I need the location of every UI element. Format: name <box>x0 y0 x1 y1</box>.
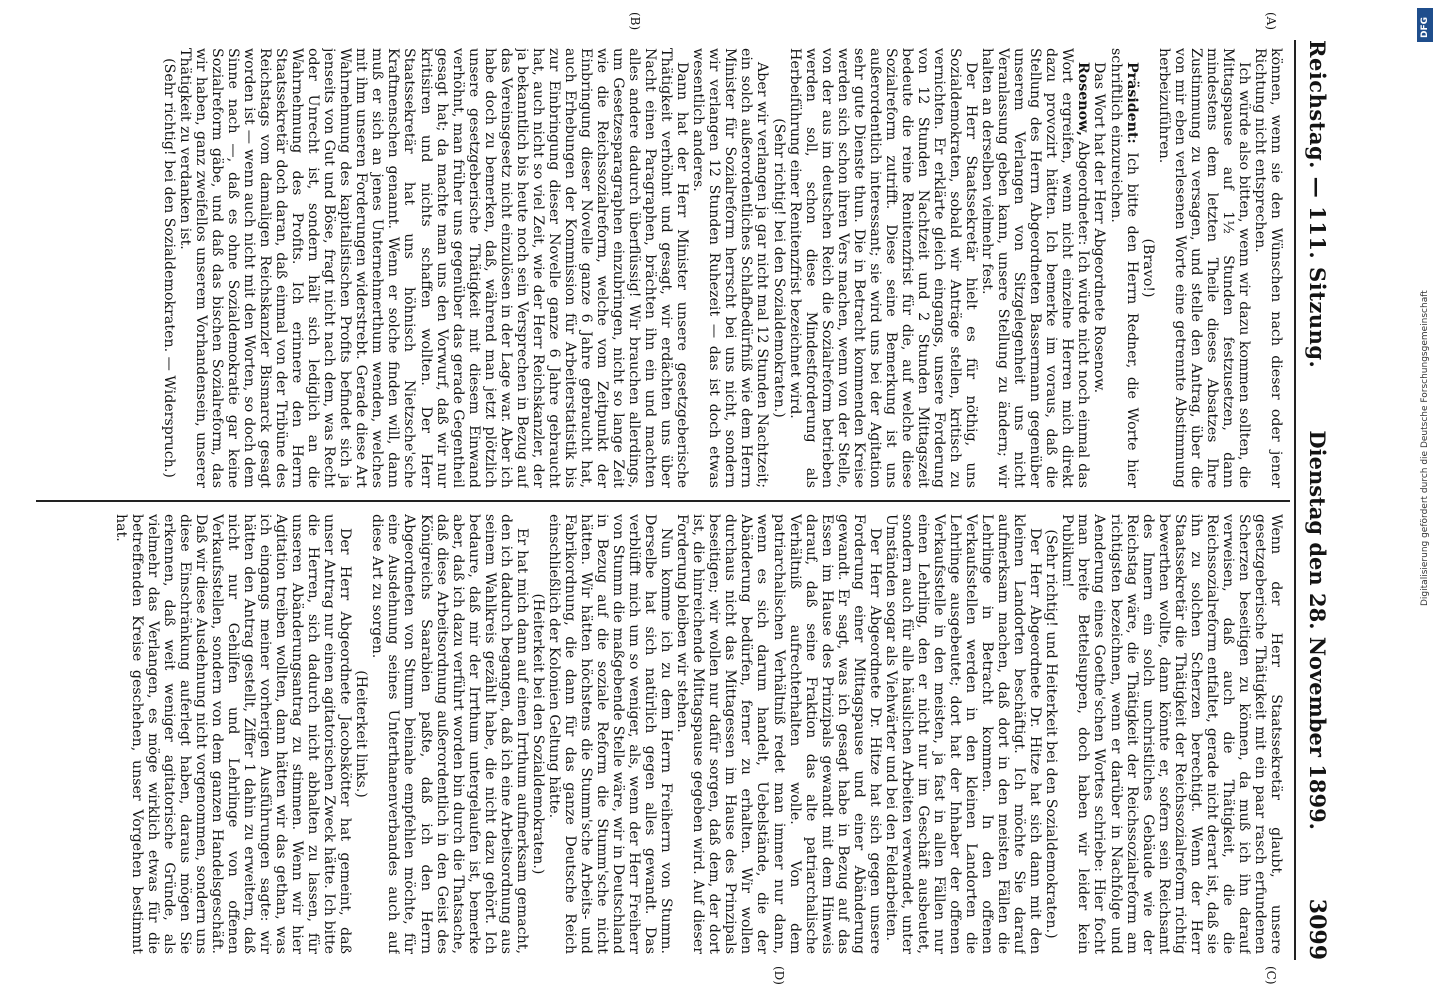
interjection: (Heiterkeit bei den Sozialdemokraten.) <box>529 593 546 875</box>
paragraph: Der Herr Abgeordnete Dr. Hitze hat sich dann mit den kleinen Landorten beschäftigt. Ich möchte Sie darauf aufmerksam machen, daß dort in den meisten Fällen die Lehrlinge in Betracht kommen. In den offenen Verkaufsstellen werden in den kleinen Landorten die Lehrlinge ausgebeutet; dort hat der Inhaber der offenen Verkaufsstelle in den meisten, ja fast in allen Fällen nur einen Lehrling, den er nicht nur im Geschäft ausbeutet, sondern auch für alle häuslichen Arbeiten verwendet, unter Umständen sogar als Viehwärter und bei den Feldarbeiten. <box>882 514 1044 954</box>
paragraph: Der Herr Abgeordnete Jacobskötter hat gemeint, daß unser Antrag nur einen agitatorischen Zweck hätte. Ich bitte die Herren, sich dadurch nicht abhalten zu lassen, für unseren Abänderungsantrag zu stimmen. Wenn wir hier Agitation treiben wollten, dann hätten wir das gethan, was ich eingangs meiner vorherigen Ausführungen sagte: wir hätten den Antrag gestellt, Ziffer 1 dahin zu erweitern, daß nicht nur Gehilfen und Lehrlinge von offenen Verkaufsstellen, sondern von dem ganzen Handelsgeschäft. Daß wir diese Ausdehnung nicht vorgenommen, sondern uns diese Einschränkung auferlegt haben, daraus mögen Sie erkennen, daß weit weniger agitatorische Gründe, als vielmehr das Verlangen, es möge wirklich etwas für die betreffenden Kreise geschehen, unser Vorgehen bestimmt hat. <box>112 514 354 954</box>
interjection: (Sehr richtig! und Heiterkeit bei den Sozialdemokraten.) <box>1043 529 1060 939</box>
interjection: (Heiterkeit links.) <box>353 670 370 798</box>
paragraph: Ich würde also bitten, wenn wir dazu kommen sollten, die Mittagspause auf 1½ Stunden festzusetzen, dann mindestens dem letzten Theile dieses Absatzes Ihre Zustimmung zu versagen, und stelle den Antrag, über die von mir eben verlesenen Worte eine getrennte Abstimmung herbeizuführen. <box>1155 48 1252 488</box>
paragraph: können, wenn sie den Wünschen nach dieser oder jener Richtung nicht entsprechen. <box>1251 48 1284 488</box>
paragraph: Er hat mich dann auf einen Irrthum aufmerksam gemacht, den ich dadurch begangen, daß ich eine Arbeitsordnung aus seinem Wahlkreis gezählt habe, die nicht dazu gehört. Ich bedaure, daß mir der Irrthum untergelaufen ist, bemerke aber, daß ich dazu verführt worden bin durch die Thatsache, daß diese Arbeitsordnung außerordentlich in den Geist des Königreichs Saarabien paßte, daß ich den Herrn Abgeordneten von Stumm beinahe empfehlen möchte, für eine Ausdehnung seines Unterthanenverbandes auch auf diese Art zu sorgen. <box>369 514 530 954</box>
paragraph: Präsident: Ich bitte den Herrn Redner, die Worte hier schriftlich einzureichen. <box>1107 48 1140 488</box>
paragraph: Rosenow, Abgeordneter: Ich würde nicht noch einmal das Wort ergreifen, wenn nicht einzelne Herren mich direkt dazu provozirt hätten. Ich bemerke im voraus, daß die Stellung des Herrn Abgeordneten Bassermann gegenüber unserem Verlangen von Sitzgelegenheit uns nicht Veranlassung geben kann, unsere Stellung zu ändern; wir halten an derselben vielmehr fest. <box>979 48 1092 488</box>
dfg-logo-text: DFG <box>1420 16 1430 38</box>
margin-marker-a: (A) <box>1264 12 1278 31</box>
interjection: (Sehr richtig! bei den Sozialdemokraten.) <box>770 118 787 418</box>
margin-marker-c: (C) <box>1264 966 1278 985</box>
margin-marker-b: (B) <box>628 12 642 31</box>
header-session: Reichstag. — 111. Sitzung. <box>1305 40 1330 369</box>
interjection: (Sehr richtig! bei den Sozialdemokraten. — Widerspruch.) <box>160 58 177 478</box>
paragraph: Das Wort hat der Herr Abgeordnete Rosenow. <box>1091 62 1108 394</box>
paragraph: Wenn der Herr Staatssekretär glaubt, unsere gesetzgeberische Thätigkeit mit ein paar rasch erfundenen Scherzen beseitigen zu können, da muß ich ihn darauf verweisen, daß auch die Thätigkeit, die die Reichssozialreform entfaltet, gerade nicht derart ist, daß sie ihn zu solchen Scherzen berechtigt. Wenn der Herr Staatssekretär die Thätigkeit der Reichssozialreform richtig bewerthen wollte, dann könnte er, sofern sein Reichsamt des Innern ein solch unchristliches Gebäude wie der Reichstag wäre, die Thätigkeit der Reichssozialreform am richtigsten bezeichnen, wenn er darüber in Nachfolge und Aenderung eines Goethe'schen Wortes schriebe: Hier focht man breite Bettelsuppen, doch haben wir leider kein Publikum! <box>1059 514 1284 954</box>
header-date: Dienstag den 28. November 1899. <box>1305 430 1330 830</box>
paragraph: Aber wir verlangen ja gar nicht mal 12 Stunden Nachtzeit; ein solch außerordentliches Schlafbedürfniß wie dem Herrn Minister für Sozialreform herrscht bei uns nicht, sondern wir verlangen 12 Stunden Ruhezeit — das ist doch etwas wesentlich anderes. <box>690 48 771 488</box>
paragraph: Dann hat der Herr Minister unsere gesetzgeberische Thätigkeit verhöhnt und gesagt, wir erdächten uns über Nacht einen Paragraphen, brächten ihn ein und machten alles andere dadurch überflüssig! Wir brauchen allerdings, um Gesetzesparagraphen einzubringen, nicht so lange Zeit wie die Reichssozialreform, welche vom Zeitpunkt der Einbringung dieser Novelle ganze 6 Jahre gebraucht hat, auch Erhebungen der Kommission für Arbeiterstatistik bis zur Einbringung dieser Novelle ganze 6 Jahre gebraucht hat, auch nicht so viel Zeit, wie der Herr Reichskanzler, der ja bekanntlich bis heute noch sein Versprechen in Bezug auf das Vereinsgesetz nicht einzulösen in der Lage war. Aber ich habe doch zu bemerken, daß, während man jetzt plötzlich unsere gesetzgeberische Thätigkeit mit diesem Einwand verhöhnt, man früher uns gegenüber das gerade Gegentheil gesagt hat; da machte man uns den Vorwurf, daß wir nur kritisiren und nichts schaffen wollten. Der Herr Staatssekretär hat uns höhnisch Nietzsche'sche Kraftmenschen genannt. Wenn er solche finden will, dann muß er sich an jenes Unternehmerthum wenden, welches mit ihm unseren Forderungen widerstrebt. Gerade diese Art Wahrnehmung des kapitalistischen Profits befindet sich ja jenseits von Gut und Böse, fragt nicht nach dem, was Recht oder Unrecht ist, sondern hält sich lediglich an die Wahrnehmung des Profits. Ich erinnere den Herrn Staatssekretär doch daran, daß einmal von der Tribüne des Reichstags vom damaligen Reichskanzler Bismarck gesagt worden ist — wenn auch nicht mit den Worten, so doch dem Sinne nach —, daß es ohne Sozialdemokratie gar keine Sozialreform gäbe, und daß das bischen Sozialreform, das wir haben, ganz zweifellos unserem Vorhandensein, unserer Thätigkeit zu verdanken ist. <box>176 48 691 488</box>
rotated-newspaper-page <box>22 0 1382 1000</box>
page-header <box>1298 40 1334 960</box>
margin-marker-d: (D) <box>772 966 786 985</box>
page-number: 3099 <box>1304 898 1330 960</box>
interjection: (Bravo!) <box>1139 238 1156 298</box>
left-text-column <box>44 48 1284 488</box>
digitization-note <box>1418 46 1432 606</box>
dfg-logo <box>1417 8 1433 42</box>
column-divider <box>36 500 1290 502</box>
digitization-note-text: Digitalisierung gefördert durch die Deutsche Forschungsgemeinschaft <box>1420 290 1430 606</box>
paragraph: Nun komme ich zu dem Herrn Freiherrn von Stumm. Derselbe hat sich natürlich gegen alles gewandt. Das verblüfft mich um so weniger, als, wenn der Herr Freiherr von Stumm die maßgebende Stelle wäre, wir in Deutschland in Bezug auf die soziale Reform die Stumm'sche nicht hätten. Wir hätten höchstens die Stumm'sche Arbeits- und Fabrikordnung, die dann für das ganze Deutsche Reich einschließlich der Kolonien Geltung hätte. <box>545 514 675 954</box>
paragraph: Der Herr Staatssekretär hielt es für nöthig, uns Sozialdemokraten, sobald wir Anträge stellen, kritisch zu vernichten. Er erklärte gleich eingangs, unsere Forderung von 12 Stunden Nachtzeit und 2 Stunden Mittagszeit bedeute die reine Renitenzfrist für die, auf welche diese Sozialreform zutrifft. Diese seine Bemerkung ist uns außerordentlich interessant; sie wird uns bei der Agitation sehr gute Dienste thun. Die in Betracht kommenden Kreise werden sich schon ihren Vers machen, wenn von der Stelle, von der aus im deutschen Reich die Sozialreform betrieben werden soll, schon diese Mindestforderung als Herbeiführung einer Renitenzfrist bezeichnet wird. <box>786 48 980 488</box>
header-rule <box>1294 40 1296 960</box>
paragraph: Der Herr Abgeordnete Dr. Hitze hat sich gegen unsere Forderung einer Mittagspause und einer Abänderung gewandt. Er sagt, was ich gesagt habe in Bezug auf das Essen im Hause des Prinzipals gewandt mit dem Hinweis darauf, daß seine Fraktion das alte patriarchalische Verhältniß aufrechterhalten wolle. Von dem patriarchalischen Verhältniß redet man immer nur dann, wenn es sich darum handelt, Uebelstände, die der Abänderung bedürfen, ferner zu erhalten. Wir wollen durchaus nicht das Mittagessen im Hause des Prinzipals beseitigen; wir wollen nur dafür sorgen, daß dem, der dort ist, die hinreichende Mittagspause gegeben wird. Auf dieser Forderung bleiben wir stehen. <box>674 514 883 954</box>
right-text-column <box>44 514 1284 954</box>
